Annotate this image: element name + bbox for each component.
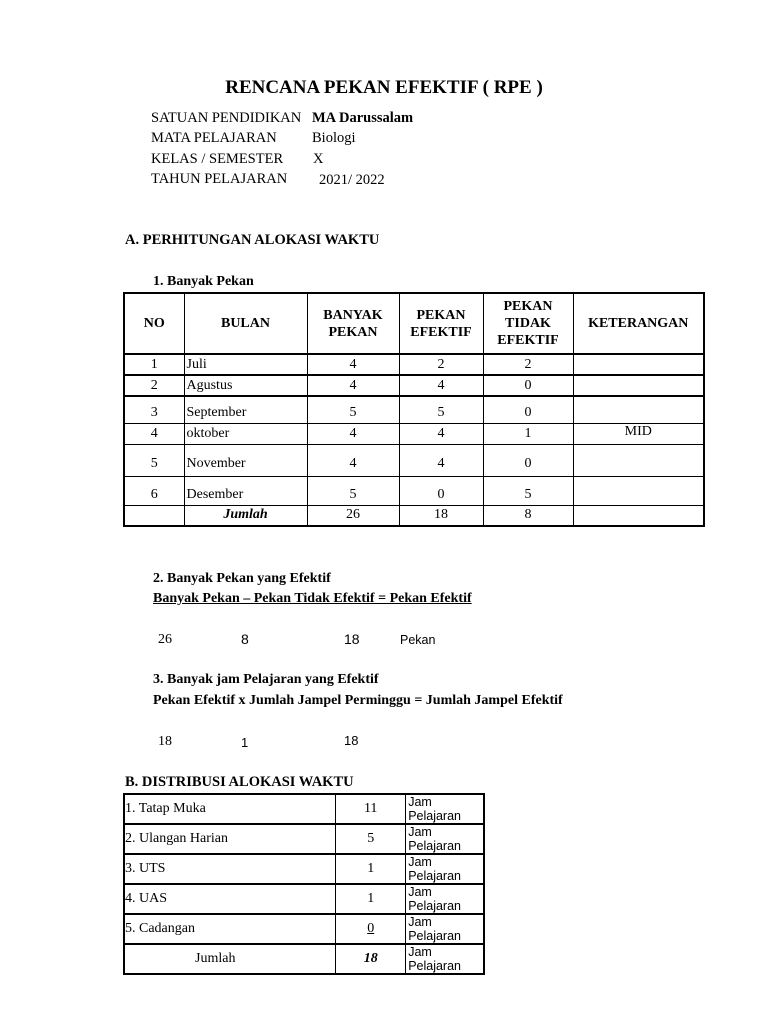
cell-notes (573, 476, 704, 505)
cell-noneffective-weeks: 2 (483, 354, 573, 375)
table-row (124, 914, 484, 944)
page-title: RENCANA PEKAN EFEKTIF ( RPE ) (225, 77, 543, 98)
dist-item: 3. UTS (124, 854, 336, 884)
cell-effective-weeks: 0 (399, 476, 483, 505)
cell-notes (573, 444, 704, 476)
calc-hours-per-week: 1 (241, 735, 249, 750)
section-a-heading: A. PERHITUNGAN ALOKASI WAKTU (125, 232, 380, 248)
cell-total-weeks: 5 (307, 476, 399, 505)
table-row (124, 476, 704, 505)
subsection-2-heading: 2. Banyak Pekan yang Efektif (153, 571, 331, 586)
cell-noneffective-weeks: 0 (483, 375, 573, 396)
subsection-3-heading: 3. Banyak jam Pelajaran yang Efektif (153, 672, 379, 687)
cell-notes (573, 396, 704, 423)
dist-total-label: Jumlah (124, 944, 336, 974)
cell-noneffective-weeks: 0 (483, 444, 573, 476)
info-value-year: 2021/ 2022 (319, 172, 385, 188)
col-header-notes: KETERANGAN (573, 293, 704, 354)
info-value-subject: Biologi (312, 130, 356, 146)
cell-effective-weeks: 5 (399, 396, 483, 423)
cell-effective-weeks: 4 (399, 444, 483, 476)
cell-month: Agustus (184, 375, 307, 396)
cell-noneffective-weeks: 5 (483, 476, 573, 505)
dist-item: 4. UAS (124, 884, 336, 914)
cell-month: Desember (184, 476, 307, 505)
total-weeks: 26 (307, 505, 399, 526)
cell-total-weeks: 4 (307, 423, 399, 444)
info-label-school: SATUAN PENDIDIKAN (151, 110, 302, 126)
col-header-noneffective-weeks: PEKAN TIDAK EFEKTIF (483, 293, 573, 354)
dist-hours: 1 (336, 854, 406, 884)
col-header-effective-weeks: PEKAN EFEKTIF (399, 293, 483, 354)
dist-unit: Jam Pelajaran (406, 944, 484, 974)
dist-item: 5. Cadangan (124, 914, 336, 944)
subsection-2-formula: Banyak Pekan – Pekan Tidak Efektif = Pekan Efektif (153, 591, 472, 606)
table-row (124, 854, 484, 884)
total-label: Jumlah (184, 505, 307, 526)
dist-unit: Jam Pelajaran (406, 854, 484, 884)
cell-notes (573, 505, 704, 526)
cell-month: Juli (184, 354, 307, 375)
table-row (124, 423, 704, 444)
subsection-1-heading: 1. Banyak Pekan (153, 274, 254, 289)
table-row (124, 444, 704, 476)
total-noneffective-weeks: 8 (483, 505, 573, 526)
table-header-row (124, 293, 704, 354)
dist-unit: Jam Pelajaran (406, 884, 484, 914)
cell-noneffective-weeks: 1 (483, 423, 573, 444)
calc-unit: Pekan (400, 633, 436, 647)
table-row (124, 375, 704, 396)
calc-total-weeks: 26 (158, 632, 172, 647)
dist-unit: Jam Pelajaran (406, 824, 484, 854)
dist-total-hours: 18 (336, 944, 406, 974)
dist-hours: 11 (336, 794, 406, 824)
cell-month: September (184, 396, 307, 423)
cell-no (124, 505, 184, 526)
section-b-heading: B. DISTRIBUSI ALOKASI WAKTU (125, 774, 354, 790)
info-value-class: X (313, 151, 324, 167)
cell-total-weeks: 4 (307, 375, 399, 396)
cell-total-weeks: 5 (307, 396, 399, 423)
calc-effective-hours: 18 (344, 733, 359, 748)
weeks-table (123, 292, 705, 527)
info-label-year: TAHUN PELAJARAN (151, 171, 288, 187)
calc-effective-weeks-2: 18 (158, 734, 172, 749)
table-row (124, 884, 484, 914)
cell-total-weeks: 4 (307, 444, 399, 476)
cell-no: 6 (124, 476, 184, 505)
cell-month: oktober (184, 423, 307, 444)
cell-no: 5 (124, 444, 184, 476)
cell-notes (573, 354, 704, 375)
dist-item: 2. Ulangan Harian (124, 824, 336, 854)
info-label-subject: MATA PELAJARAN (151, 130, 277, 146)
col-header-total-weeks: BANYAK PEKAN (307, 293, 399, 354)
dist-hours: 1 (336, 884, 406, 914)
cell-no: 2 (124, 375, 184, 396)
cell-effective-weeks: 4 (399, 423, 483, 444)
dist-hours: 5 (336, 824, 406, 854)
dist-hours: 0 (336, 914, 406, 944)
cell-effective-weeks: 2 (399, 354, 483, 375)
cell-no: 1 (124, 354, 184, 375)
table-row (124, 354, 704, 375)
cell-no: 4 (124, 423, 184, 444)
cell-notes (573, 375, 704, 396)
table-row (124, 794, 484, 824)
dist-unit: Jam Pelajaran (406, 914, 484, 944)
table-row (124, 396, 704, 423)
table-total-row (124, 944, 484, 974)
info-value-school: MA Darussalam (312, 110, 414, 126)
total-effective-weeks: 18 (399, 505, 483, 526)
cell-total-weeks: 4 (307, 354, 399, 375)
table-total-row (124, 505, 704, 526)
dist-unit: Jam Pelajaran (406, 794, 484, 824)
distribution-table (123, 793, 485, 975)
cell-month: November (184, 444, 307, 476)
table-row (124, 824, 484, 854)
col-header-no: NO (124, 293, 184, 354)
calc-noneffective-weeks: 8 (241, 631, 249, 647)
cell-effective-weeks: 4 (399, 375, 483, 396)
calc-effective-weeks: 18 (344, 631, 360, 647)
info-label-class: KELAS / SEMESTER (151, 151, 284, 167)
cell-no: 3 (124, 396, 184, 423)
col-header-month: BULAN (184, 293, 307, 354)
cell-noneffective-weeks: 0 (483, 396, 573, 423)
cell-notes: MID (573, 423, 704, 444)
dist-item: 1. Tatap Muka (124, 794, 336, 824)
subsection-3-formula: Pekan Efektif x Jumlah Jampel Perminggu = Jumlah Jampel Efektif (153, 693, 563, 708)
